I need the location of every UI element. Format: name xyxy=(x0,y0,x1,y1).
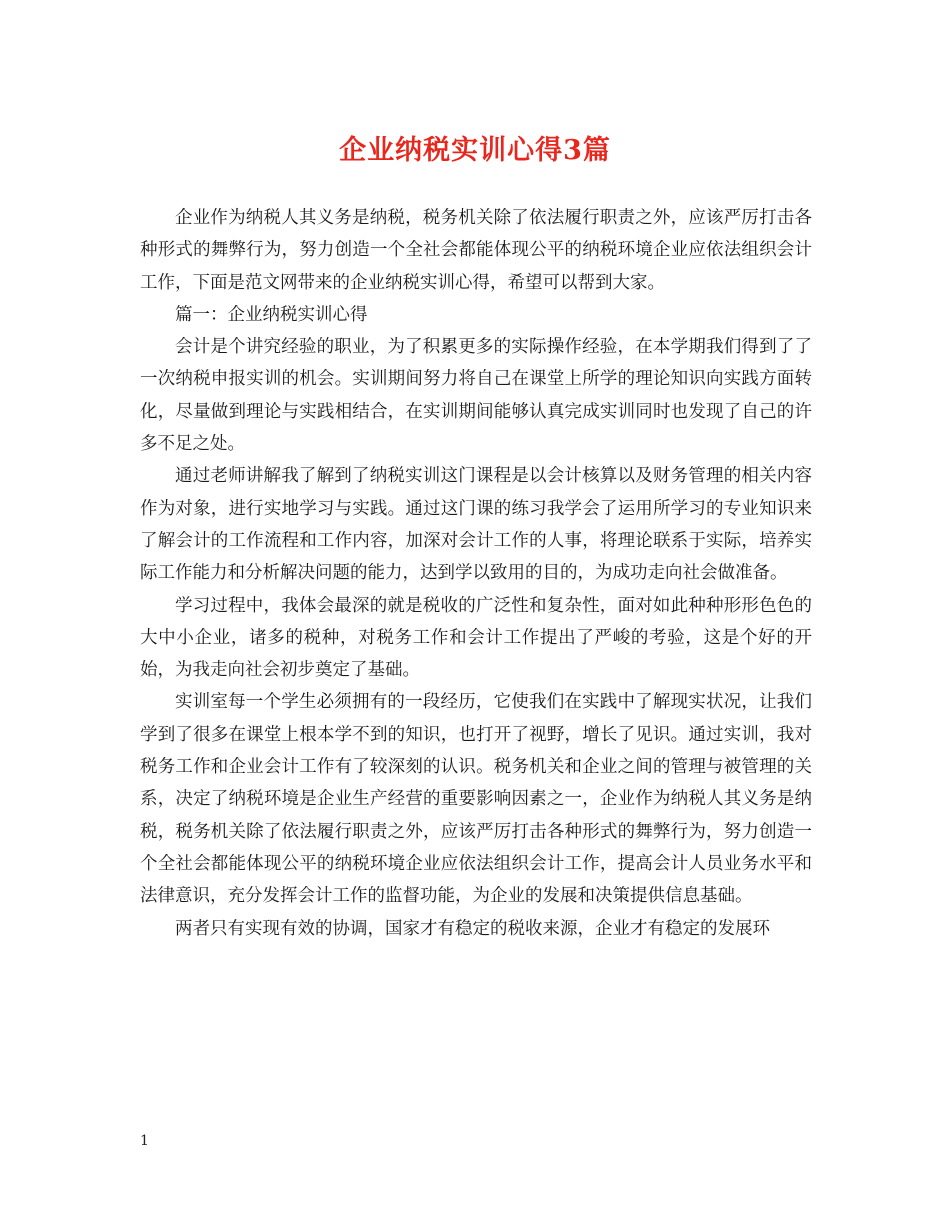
paragraph: 学习过程中，我体会最深的就是税收的广泛性和复杂性，面对如此种种形形色色的大中小企业，诸多的税种，对税务工作和会计工作提出了严峻的考验，这是个好的开始，为我走向社会初步奠定了基础。 xyxy=(140,595,812,681)
document-body xyxy=(140,202,812,945)
paragraph: 实训室每一个学生必须拥有的一段经历，它使我们在实践中了解现实状况，让我们学到了很多在课堂上根本学不到的知识，也打开了视野，增长了见识。通过实训，我对税务工作和企业会计工作有了较深刻的认识。税务机关和企业之间的管理与被管理的关系，决定了纳税环境是企业生产经营的重要影响因素之一，企业作为纳税人其义务是纳税，税务机关除了依法履行职责之外，应该严厉打击各种形式的舞弊行为，努力创造一个全社会都能体现公平的纳税环境企业应依法组织会计工作，提高会计人员业务水平和法律意识，充分发挥会计工作的监督功能，为企业的发展和决策提供信息基础。 xyxy=(140,692,812,907)
page-number: 1 xyxy=(140,1133,149,1149)
paragraph-intro: 企业作为纳税人其义务是纳税，税务机关除了依法履行职责之外，应该严厉打击各种形式的舞弊行为，努力创造一个全社会都能体现公平的纳税环境企业应依法组织会计工作，下面是范文网带来的企业纳税实训心得，希望可以帮到大家。 xyxy=(140,208,812,293)
paragraph: 两者只有实现有效的协调，国家才有稳定的税收来源，企业才有稳定的发展环 xyxy=(175,918,770,939)
section-heading-part-one: 篇一：企业纳税实训心得 xyxy=(175,304,368,325)
document-title: 企业纳税实训心得3篇 xyxy=(339,135,611,166)
paragraph: 会计是个讲究经验的职业，为了积累更多的实际操作经验，在本学期我们得到了了一次纳税申报实训的机会。实训期间努力将自己在课堂上所学的理论知识向实践方面转化，尽量做到理论与实践相结合，在实训期间能够认真完成实训同时也发现了自己的许多不足之处。 xyxy=(140,337,812,455)
paragraph: 通过老师讲解我了解到了纳税实训这门课程是以会计核算以及财务管理的相关内容作为对象，进行实地学习与实践。通过这门课的练习我学会了运用所学习的专业知识来了解会计的工作流程和工作内容，加深对会计工作的人事，将理论联系于实际，培养实际工作能力和分析解决问题的能力，达到学以致用的目的，为成功走向社会做准备。 xyxy=(140,466,812,584)
